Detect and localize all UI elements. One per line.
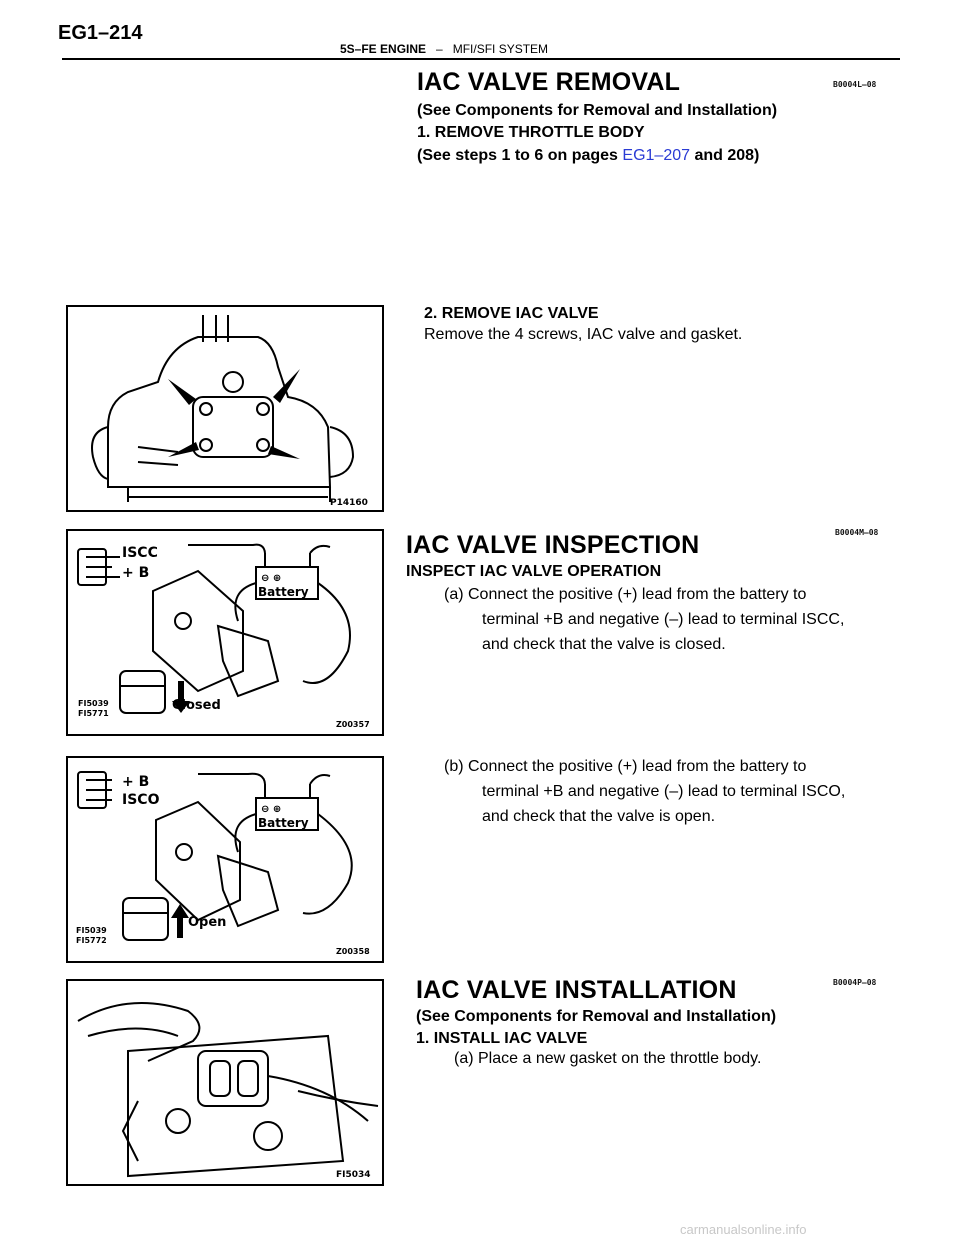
step-a-line1: (a) Connect the positive (+) lead from the battery to xyxy=(444,586,807,603)
ref-suffix: and 208) xyxy=(690,147,760,164)
figure-code-1: FI5039 xyxy=(78,699,109,708)
installation-step1-a: (a) Place a new gasket on the throttle body. xyxy=(454,1050,762,1067)
ref-prefix: (See steps 1 to 6 on pages xyxy=(417,147,623,164)
iac-closed-illustration xyxy=(68,531,382,734)
terminal-label-2: ISCO xyxy=(122,792,160,808)
system-label: MFI/SFI SYSTEM xyxy=(452,42,549,56)
figure-throttle-body xyxy=(66,305,384,512)
removal-see-components: (See Components for Removal and Installation) xyxy=(417,102,778,119)
installation-code: B0004P–08 xyxy=(833,978,877,987)
engine-label: 5S–FE ENGINE xyxy=(340,42,427,56)
figure-code-2: FI5772 xyxy=(76,936,107,945)
page-link[interactable]: EG1–207 xyxy=(622,147,691,164)
removal-step1-ref xyxy=(417,145,759,167)
figure-label: Z00358 xyxy=(336,947,370,956)
step-b-line1: (b) Connect the positive (+) lead from the battery to xyxy=(444,758,807,775)
installation-title: IAC VALVE INSTALLATION xyxy=(416,976,737,1004)
removal-step2-title: 2. REMOVE IAC VALVE xyxy=(424,305,599,322)
valve-state-label: Closed xyxy=(172,698,221,713)
inspection-code: B0004M–08 xyxy=(835,528,879,537)
footer-watermark: carmanualsonline.info xyxy=(680,1222,807,1237)
figure-label: FI5034 xyxy=(336,1170,371,1180)
figure-inspection-open xyxy=(66,756,384,963)
header-separator: – xyxy=(436,42,443,56)
terminal-label-2: + B xyxy=(122,565,150,581)
step-a-line2: terminal +B and negative (–) lead to terminal ISCC, xyxy=(482,611,845,628)
terminal-label-1: ISCC xyxy=(122,545,158,561)
battery-signs: ⊖ ⊕ xyxy=(261,804,282,815)
removal-title: IAC VALVE REMOVAL xyxy=(417,68,681,96)
gasket-illustration xyxy=(68,981,382,1184)
step-b-line2: terminal +B and negative (–) lead to terminal ISCO, xyxy=(482,783,846,800)
figure-label: P14160 xyxy=(330,498,368,508)
valve-state-label: Open xyxy=(188,915,227,930)
battery-label: Battery xyxy=(258,816,309,830)
battery-label: Battery xyxy=(258,585,309,599)
battery-signs: ⊖ ⊕ xyxy=(261,573,282,584)
figure-code-2: FI5771 xyxy=(78,709,109,718)
removal-code: B0004L–08 xyxy=(833,80,877,89)
figure-inspection-closed xyxy=(66,529,384,736)
figure-installation xyxy=(66,979,384,1186)
step-b-line3: and check that the valve is open. xyxy=(482,808,716,825)
terminal-label-1: + B xyxy=(122,774,150,790)
step-a-line3: and check that the valve is closed. xyxy=(482,636,726,653)
figure-label: Z00357 xyxy=(336,720,370,729)
iac-open-illustration xyxy=(68,758,382,961)
throttle-body-illustration xyxy=(68,307,382,510)
inspection-step-a xyxy=(444,582,894,657)
inspection-title: IAC VALVE INSPECTION xyxy=(406,531,700,559)
inspection-step-b xyxy=(444,754,894,829)
figure-code-1: FI5039 xyxy=(76,926,107,935)
removal-step2-text: Remove the 4 screws, IAC valve and gasket. xyxy=(424,326,743,343)
removal-step1-title: 1. REMOVE THROTTLE BODY xyxy=(417,124,645,141)
installation-see-components: (See Components for Removal and Installation) xyxy=(416,1008,777,1025)
installation-step1-title: 1. INSTALL IAC VALVE xyxy=(416,1030,588,1047)
section-header xyxy=(340,42,548,56)
inspection-subtitle: INSPECT IAC VALVE OPERATION xyxy=(406,563,662,580)
page-number: EG1–214 xyxy=(58,22,143,44)
header-rule xyxy=(62,58,900,60)
